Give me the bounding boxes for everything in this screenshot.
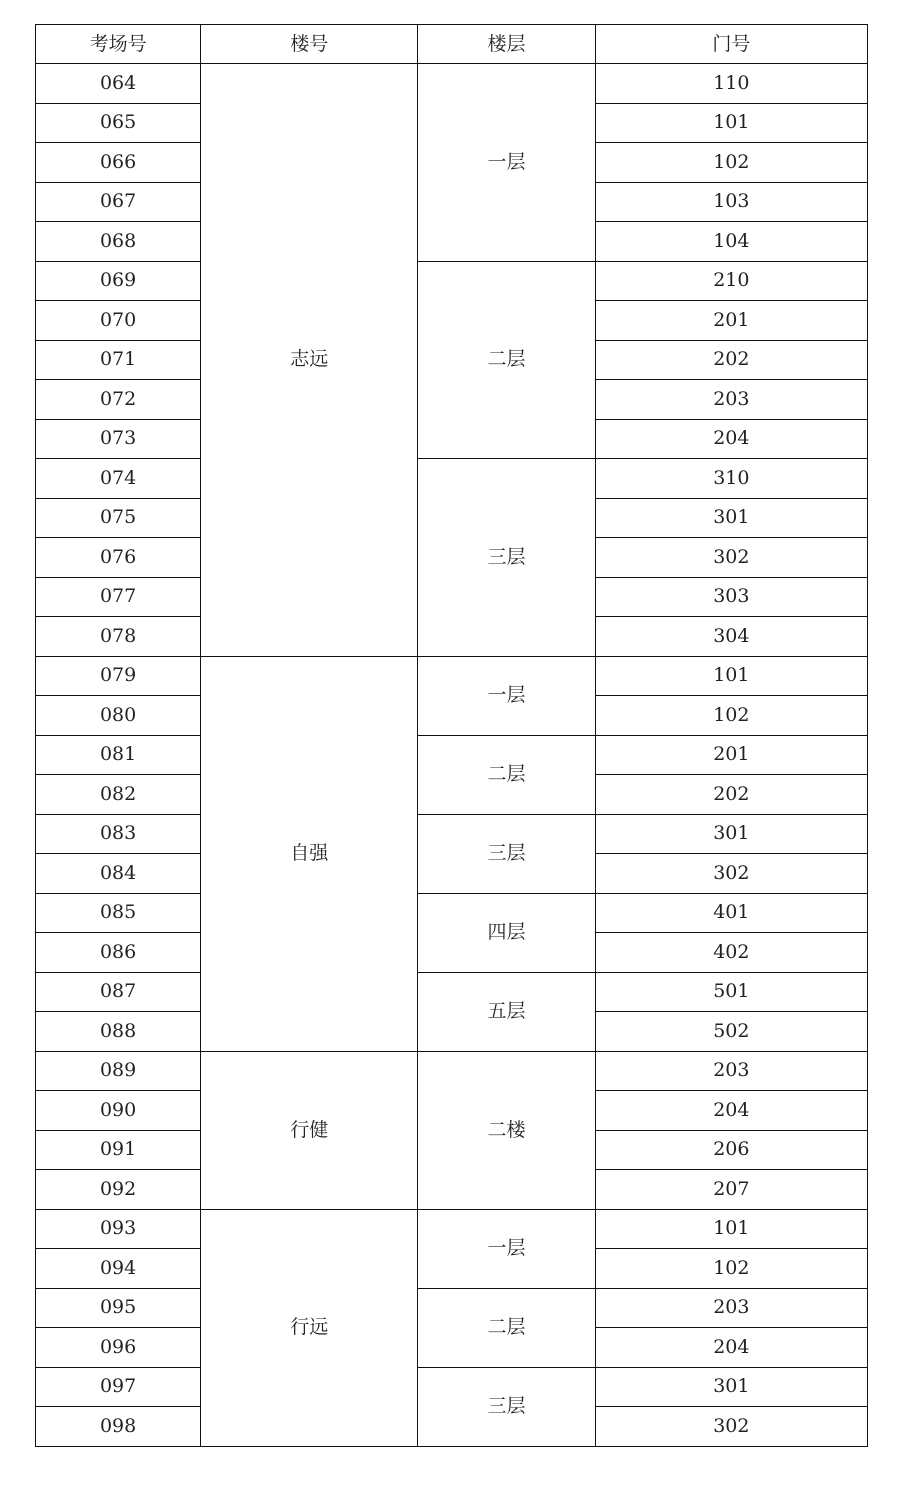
floor-cell: 一层 (418, 64, 595, 262)
door-number-cell: 202 (595, 775, 867, 815)
door-number-cell: 502 (595, 1012, 867, 1052)
table-row (36, 814, 868, 854)
table-row (36, 459, 868, 499)
floor-cell: 三层 (418, 1367, 595, 1446)
room-number-cell: 086 (36, 933, 201, 973)
room-number-cell: 079 (36, 656, 201, 696)
room-number-cell: 082 (36, 775, 201, 815)
door-number-cell: 104 (595, 222, 867, 262)
door-number-cell: 303 (595, 577, 867, 617)
room-number-cell: 096 (36, 1328, 201, 1368)
room-number-cell: 073 (36, 419, 201, 459)
room-number-cell: 098 (36, 1407, 201, 1447)
door-number-cell: 203 (595, 1051, 867, 1091)
room-number-cell: 087 (36, 972, 201, 1012)
door-number-cell: 206 (595, 1130, 867, 1170)
room-number-cell: 095 (36, 1288, 201, 1328)
floor-cell: 一层 (418, 1209, 595, 1288)
table-header-row (36, 25, 868, 64)
door-number-cell: 301 (595, 814, 867, 854)
room-number-cell: 071 (36, 340, 201, 380)
header-building: 楼号 (201, 25, 418, 64)
floor-cell: 二层 (418, 735, 595, 814)
floor-cell: 四层 (418, 893, 595, 972)
header-door-number: 门号 (595, 25, 867, 64)
header-floor: 楼层 (418, 25, 595, 64)
door-number-cell: 102 (595, 1249, 867, 1289)
room-number-cell: 069 (36, 261, 201, 301)
table-row (36, 261, 868, 301)
room-number-cell: 091 (36, 1130, 201, 1170)
room-number-cell: 080 (36, 696, 201, 736)
door-number-cell: 201 (595, 735, 867, 775)
room-number-cell: 097 (36, 1367, 201, 1407)
room-number-cell: 093 (36, 1209, 201, 1249)
table-row (36, 64, 868, 104)
door-number-cell: 301 (595, 1367, 867, 1407)
floor-cell: 二层 (418, 1288, 595, 1367)
room-number-cell: 083 (36, 814, 201, 854)
floor-cell: 五层 (418, 972, 595, 1051)
room-number-cell: 065 (36, 103, 201, 143)
floor-cell: 一层 (418, 656, 595, 735)
table-body (36, 64, 868, 1447)
table-row (36, 1051, 868, 1091)
door-number-cell: 302 (595, 854, 867, 894)
building-cell: 行健 (201, 1051, 418, 1209)
room-number-cell: 064 (36, 64, 201, 104)
door-number-cell: 501 (595, 972, 867, 1012)
door-number-cell: 302 (595, 1407, 867, 1447)
door-number-cell: 101 (595, 1209, 867, 1249)
floor-cell: 二楼 (418, 1051, 595, 1209)
table-row (36, 656, 868, 696)
room-number-cell: 092 (36, 1170, 201, 1210)
door-number-cell: 203 (595, 380, 867, 420)
door-number-cell: 102 (595, 143, 867, 183)
room-number-cell: 081 (36, 735, 201, 775)
door-number-cell: 110 (595, 64, 867, 104)
table-row (36, 893, 868, 933)
room-number-cell: 094 (36, 1249, 201, 1289)
door-number-cell: 304 (595, 617, 867, 657)
door-number-cell: 101 (595, 656, 867, 696)
floor-cell: 三层 (418, 814, 595, 893)
table-row (36, 972, 868, 1012)
door-number-cell: 401 (595, 893, 867, 933)
door-number-cell: 302 (595, 538, 867, 578)
table-row (36, 1367, 868, 1407)
room-number-cell: 070 (36, 301, 201, 341)
door-number-cell: 402 (595, 933, 867, 973)
room-number-cell: 090 (36, 1091, 201, 1131)
exam-room-table (35, 24, 868, 1447)
room-number-cell: 085 (36, 893, 201, 933)
door-number-cell: 210 (595, 261, 867, 301)
building-cell: 行远 (201, 1209, 418, 1446)
table-row (36, 1288, 868, 1328)
door-number-cell: 103 (595, 182, 867, 222)
door-number-cell: 204 (595, 1328, 867, 1368)
room-number-cell: 089 (36, 1051, 201, 1091)
room-number-cell: 067 (36, 182, 201, 222)
room-number-cell: 075 (36, 498, 201, 538)
room-number-cell: 074 (36, 459, 201, 499)
door-number-cell: 204 (595, 419, 867, 459)
table-row (36, 735, 868, 775)
room-number-cell: 078 (36, 617, 201, 657)
room-number-cell: 068 (36, 222, 201, 262)
floor-cell: 二层 (418, 261, 595, 459)
door-number-cell: 301 (595, 498, 867, 538)
building-cell: 志远 (201, 64, 418, 657)
table-row (36, 1209, 868, 1249)
door-number-cell: 310 (595, 459, 867, 499)
room-number-cell: 077 (36, 577, 201, 617)
door-number-cell: 102 (595, 696, 867, 736)
door-number-cell: 101 (595, 103, 867, 143)
door-number-cell: 202 (595, 340, 867, 380)
room-number-cell: 072 (36, 380, 201, 420)
door-number-cell: 203 (595, 1288, 867, 1328)
floor-cell: 三层 (418, 459, 595, 657)
room-number-cell: 084 (36, 854, 201, 894)
header-room-number: 考场号 (36, 25, 201, 64)
door-number-cell: 201 (595, 301, 867, 341)
room-number-cell: 088 (36, 1012, 201, 1052)
door-number-cell: 204 (595, 1091, 867, 1131)
building-cell: 自强 (201, 656, 418, 1051)
room-number-cell: 076 (36, 538, 201, 578)
door-number-cell: 207 (595, 1170, 867, 1210)
room-number-cell: 066 (36, 143, 201, 183)
